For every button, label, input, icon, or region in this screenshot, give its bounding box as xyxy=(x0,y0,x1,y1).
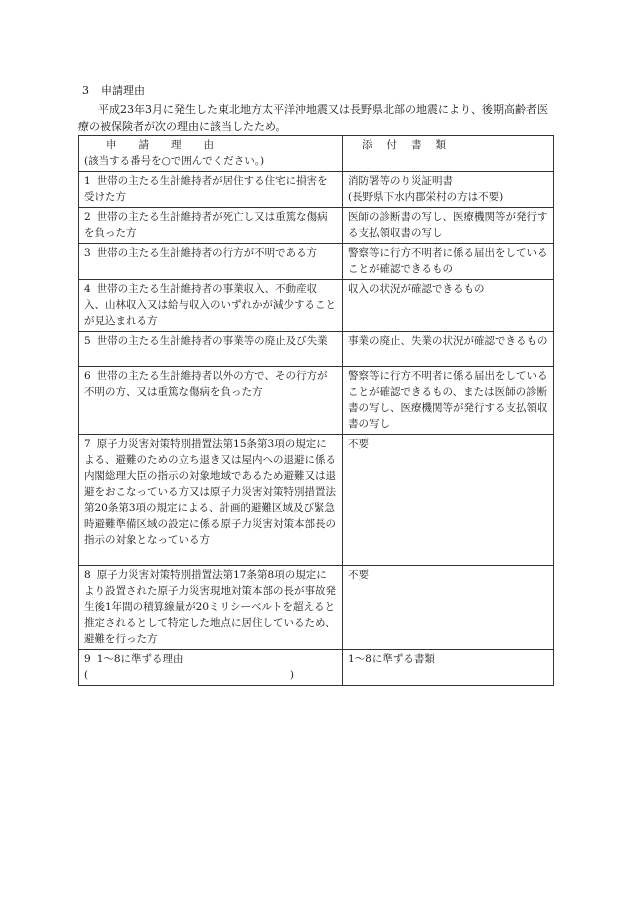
docs-text: 収入の状況が確認できるもの xyxy=(348,283,485,295)
reason-number: 2 xyxy=(84,211,91,223)
reason-header-note: (該当する番号を○で囲んでください。) xyxy=(84,155,265,167)
reason-number: 8 xyxy=(84,569,91,581)
table-header-row xyxy=(79,136,554,172)
docs-text: 医師の診断書の写し、医療機関等が発行する支払領収書の写し xyxy=(348,211,548,239)
table-row xyxy=(79,208,554,244)
table-row xyxy=(79,280,554,332)
docs-cell xyxy=(343,280,554,332)
reason-number: 1 xyxy=(84,175,91,187)
reason-number: 6 xyxy=(84,370,91,382)
docs-text: 警察等に行方不明者に係る届出をしていることが確認できるもの xyxy=(348,247,548,275)
docs-header-title: 添付書類 xyxy=(362,139,460,151)
reason-text: 原子力災害対策特別措置法第15条第3項の規定による、避難のための立ち退き又は屋内への退避に係る内閣総理大臣の指示の対象地域であるため避難又は退避をおこなっている方又は原子力災害対策特別措置法第20条第3項の規定による、計画的避難区域及び緊急時避難準備区域の設定に係る原子力災害対策本部長の指示の対象となっている方 xyxy=(84,438,336,546)
reason-text: 世帯の主たる生計維持者以外の方で、その行方が不明の方、又は重篤な傷病を負った方 xyxy=(84,370,328,398)
paren-open: ( xyxy=(84,669,89,681)
docs-text: 警察等に行方不明者に係る届出をしていることが確認できるもの、または医師の診断書の写し、医療機関等が発行する支払領収書の写し xyxy=(348,370,548,430)
table-row xyxy=(79,244,554,280)
reason-text: 1〜8に準ずる理由 xyxy=(96,653,184,665)
docs-cell xyxy=(343,435,554,566)
reason-cell[interactable] xyxy=(79,280,343,332)
docs-cell xyxy=(343,244,554,280)
reason-cell[interactable] xyxy=(79,650,343,686)
docs-text: 1〜8に準ずる書類 xyxy=(348,653,435,665)
docs-text: 消防署等のり災証明書 (長野県下水内郡栄村の方は不要) xyxy=(348,175,504,203)
section-title: 申請理由 xyxy=(101,84,145,97)
section-heading xyxy=(82,84,145,98)
docs-text: 事業の廃止、失業の状況が確認できるもの xyxy=(348,335,548,347)
reason-text: 世帯の主たる生計維持者が死亡し又は重篤な傷病を負った方 xyxy=(84,211,328,239)
docs-text: 不要 xyxy=(348,569,369,581)
docs-cell xyxy=(343,172,554,208)
reason-cell[interactable] xyxy=(79,566,343,650)
table-row xyxy=(79,435,554,566)
reason-number: 3 xyxy=(84,247,91,259)
reason-cell[interactable] xyxy=(79,332,343,367)
table-row xyxy=(79,367,554,435)
reason-cell[interactable] xyxy=(79,208,343,244)
docs-cell xyxy=(343,332,554,367)
reason-text: 世帯の主たる生計維持者の事業収入、不動産収入、山林収入又は給与収入のいずれかが減少することが見込まれる方 xyxy=(84,283,336,327)
reason-cell[interactable] xyxy=(79,367,343,435)
reason-text: 世帯の主たる生計維持者の事業等の廃止及び失業 xyxy=(96,335,328,347)
docs-cell xyxy=(343,367,554,435)
reason-cell[interactable] xyxy=(79,172,343,208)
reason-number: 5 xyxy=(84,335,91,347)
application-reasons-table xyxy=(78,135,554,686)
docs-cell xyxy=(343,208,554,244)
reason-cell[interactable] xyxy=(79,435,343,566)
table-row xyxy=(79,650,554,686)
reason-text: 世帯の主たる生計維持者の行方が不明である方 xyxy=(96,247,318,259)
other-reason-field[interactable] xyxy=(84,667,294,683)
docs-cell xyxy=(343,566,554,650)
reason-cell[interactable] xyxy=(79,244,343,280)
intro-paragraph: 平成23年3月に発生した東北地方太平洋沖地震又は長野県北部の地震により、後期高齢者医療の被保険者が次の理由に該当したため。 xyxy=(78,103,548,133)
table-row xyxy=(79,566,554,650)
reason-text: 世帯の主たる生計維持者が居住する住宅に損害を受けた方 xyxy=(84,175,328,203)
table-row xyxy=(79,332,554,367)
reason-column-header xyxy=(79,136,343,172)
reason-number: 9 xyxy=(84,653,91,665)
reason-text: 原子力災害対策特別措置法第17条第8項の規定により設置された原子力災害現地対策本部の長が事故発生後1年間の積算線量が20ミリシーベルトを超えると推定されるとして特定した地点に居住しているため、避難を行った方 xyxy=(84,569,336,645)
section-number: 3 xyxy=(82,84,89,97)
reason-number: 4 xyxy=(84,283,91,295)
docs-text: 不要 xyxy=(348,438,369,450)
reason-number: 7 xyxy=(84,438,91,450)
table-row xyxy=(79,172,554,208)
docs-cell xyxy=(343,650,554,686)
paren-close: ) xyxy=(289,669,294,681)
reason-header-title: 申請理由 xyxy=(106,139,236,151)
docs-column-header xyxy=(343,136,554,172)
